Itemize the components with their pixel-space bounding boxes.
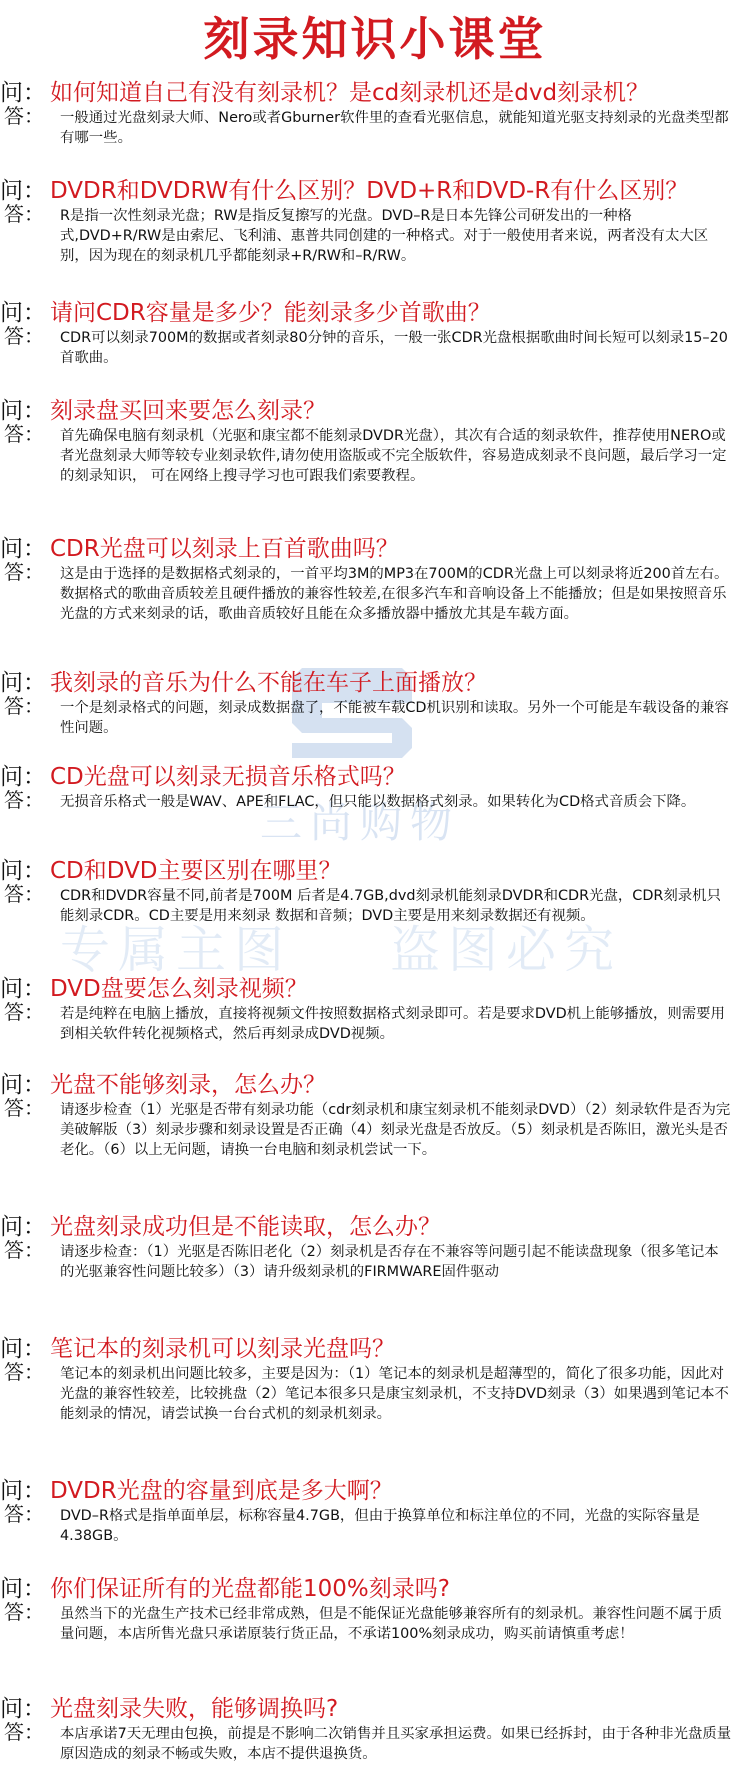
qa-item (0, 396, 750, 486)
answer-row (0, 1504, 750, 1546)
answer-marker: 答： (4, 694, 44, 718)
qa-item (0, 974, 750, 1044)
qa-item (0, 1574, 750, 1644)
question-row (0, 1476, 750, 1506)
question-marker: 问： (0, 1336, 46, 1362)
answer-marker: 答： (4, 882, 44, 906)
question-marker: 问： (0, 1072, 46, 1098)
answer-marker: 答： (4, 422, 44, 446)
answer-text: DVD–R格式是指单面单层，标称容量4.7GB，但由于换算单位和标注单位的不同，光盘的实际容量是4.38GB。 (60, 1508, 700, 1544)
question-row (0, 1334, 750, 1364)
answer-row (0, 790, 750, 812)
answer-text: R是指一次性刻录光盘；RW是指反复擦写的光盘。DVD–R是日本先锋公司研发出的一种格式,DVD+R/RW是由索尼、飞利浦、惠普共同创建的一种格式。对于一般使用者来说，两者没有太大区别，因为现在的刻录机几乎都能刻录+R/RW和–R/RW。 (60, 208, 709, 264)
qa-item (0, 1476, 750, 1546)
answer-text: CDR和DVDR容量不同,前者是700M 后者是4.7GB,dvd刻录机能刻录DVDR和CDR光盘，CDR刻录机只能刻录CDR。CD主要是用来刻录 数据和音频；DVD主要是用来刻录数据还有视频。 (60, 888, 721, 924)
qa-item (0, 176, 750, 266)
answer-marker: 答： (4, 560, 44, 584)
question-marker: 问： (0, 1696, 46, 1722)
answer-marker: 答： (4, 1502, 44, 1526)
answer-row (0, 326, 750, 368)
answer-text: 请逐步检查（1）光驱是否带有刻录功能（cdr刻录机和康宝刻录机不能刻录DVD）（2）刻录软件是否为完美破解版（3）刻录步骤和刻录设置是否正确（4）刻录光盘是否放反。（5）刻录机是否陈旧，激光头是否老化。（6）以上无问题，请换一台电脑和刻录机尝试一下。 (60, 1102, 731, 1158)
question-text: 请问CDR容量是多少？能刻录多少首歌曲？ (50, 300, 491, 326)
answer-row (0, 884, 750, 926)
question-marker: 问： (0, 178, 46, 204)
question-row (0, 1212, 750, 1242)
question-marker: 问： (0, 300, 46, 326)
qa-item (0, 762, 750, 812)
answer-row (0, 424, 750, 486)
question-text: 刻录盘买回来要怎么刻录？ (50, 398, 326, 424)
question-row (0, 762, 750, 792)
qa-item (0, 78, 750, 148)
answer-row (0, 1722, 750, 1764)
answer-marker: 答： (4, 1720, 44, 1744)
brand-watermark: 三尚购物 (259, 798, 460, 847)
question-row (0, 1574, 750, 1604)
answer-marker: 答： (4, 1238, 44, 1262)
answer-text: 一个是刻录格式的问题，刻录成数据盘了，不能被车载CD机识别和读取。另外一个可能是车载设备的兼容性问题。 (60, 700, 729, 736)
question-row (0, 396, 750, 426)
question-marker: 问： (0, 764, 46, 790)
answer-row (0, 1002, 750, 1044)
question-marker: 问： (0, 976, 46, 1002)
question-text: DVDR和DVDRW有什么区别？DVD+R和DVD-R有什么区别？ (50, 178, 689, 204)
answer-row (0, 1362, 750, 1424)
question-row (0, 856, 750, 886)
answer-marker: 答： (4, 1000, 44, 1024)
answer-text: 首先确保电脑有刻录机（光驱和康宝都不能刻录DVDR光盘），其次有合适的刻录软件，推荐使用NERO或者光盘刻录大师等较专业刻录软件,请勿使用盗版或不完全版软件，容易造成刻录不良问题，最后学习一定的刻录知识， 可在网络上搜寻学习也可跟我们索要教程。 (60, 428, 727, 484)
question-row (0, 1694, 750, 1724)
question-text: CD光盘可以刻录无损音乐格式吗？ (50, 764, 406, 790)
answer-text: 无损音乐格式一般是WAV、APE和FLAC，但只能以数据格式刻录。如果转化为CD格式音质会下降。 (60, 794, 696, 810)
answer-marker: 答： (4, 1600, 44, 1624)
answer-text: 请逐步检查：（1）光驱是否陈旧老化（2）刻录机是否存在不兼容等问题引起不能读盘现象（很多笔记本的光驱兼容性问题比较多）（3）请升级刻录机的FIRMWARE固件驱动 (60, 1244, 719, 1280)
question-row (0, 1070, 750, 1100)
qa-item (0, 534, 750, 624)
answer-text: 本店承诺7天无理由包换，前提是不影响二次销售并且买家承担运费。如果已经拆封，由于各种非光盘质量原因造成的刻录不畅或失败，本店不提供退换货。 (60, 1726, 732, 1762)
question-text: 我刻录的音乐为什么不能在车子上面播放？ (50, 670, 487, 696)
question-marker: 问： (0, 1478, 46, 1504)
question-row (0, 78, 750, 108)
question-marker: 问： (0, 670, 46, 696)
answer-text: 虽然当下的光盘生产技术已经非常成熟，但是不能保证光盘能够兼容所有的刻录机。兼容性问题不属于质量问题，本店所售光盘只承诺原装行货正品，不承诺100%刻录成功，购买前请慎重考虑！ (60, 1606, 722, 1642)
question-marker: 问： (0, 80, 46, 106)
answer-row (0, 106, 750, 148)
answer-marker: 答： (4, 104, 44, 128)
question-marker: 问： (0, 858, 46, 884)
answer-text: CDR可以刻录700M的数据或者刻录80分钟的音乐，一般一张CDR光盘根据歌曲时间长短可以刻录15–20首歌曲。 (60, 330, 728, 366)
qa-item (0, 1334, 750, 1424)
question-text: 光盘刻录失败，能够调换吗? (50, 1696, 339, 1722)
question-marker: 问： (0, 1576, 46, 1602)
answer-row (0, 204, 750, 266)
answer-text: 一般通过光盘刻录大师、Nero或者Gburner软件里的查看光驱信息，就能知道光驱支持刻录的光盘类型都有哪一些。 (60, 110, 729, 146)
answer-row (0, 562, 750, 624)
question-text: CD和DVD主要区别在哪里？ (50, 858, 342, 884)
question-row (0, 974, 750, 1004)
question-text: DVDR光盘的容量到底是多大啊？ (50, 1478, 393, 1504)
qa-item (0, 668, 750, 738)
qa-item (0, 298, 750, 368)
qa-item (0, 1212, 750, 1282)
question-row (0, 176, 750, 206)
answer-row (0, 1240, 750, 1282)
question-text: CDR光盘可以刻录上百首歌曲吗？ (50, 536, 399, 562)
answer-marker: 答： (4, 1360, 44, 1384)
question-row (0, 534, 750, 564)
exclusive-watermark: 专属主图 (60, 921, 292, 979)
answer-text: 这是由于选择的是数据格式刻录的，一首平均3M的MP3在700M的CDR光盘上可以刻录将近200首左右。数据格式的歌曲音质较差且硬件播放的兼容性较差,在很多汽车和音响设备上不能播放；但是如果按照音乐光盘的方式来刻录的话，歌曲音质较好且能在众多播放器中播放尤其是车载方面。 (60, 566, 729, 622)
question-marker: 问： (0, 1214, 46, 1240)
answer-marker: 答： (4, 324, 44, 348)
question-text: DVD盘要怎么刻录视频？ (50, 976, 308, 1002)
question-row (0, 298, 750, 328)
anti-theft-watermark: 盗图必究 (390, 921, 622, 979)
answer-marker: 答： (4, 788, 44, 812)
qa-item (0, 1070, 750, 1160)
answer-text: 笔记本的刻录机出问题比较多，主要是因为：（1）笔记本的刻录机是超薄型的，简化了很多功能，因此对光盘的兼容性较差，比较挑盘（2）笔记本很多只是康宝刻录机，不支持DVD刻录（3）如果遇到笔记本不能刻录的情况，请尝试换一台台式机的刻录机刻录。 (60, 1366, 729, 1422)
question-marker: 问： (0, 398, 46, 424)
question-text: 你们保证所有的光盘都能100%刻录吗? (50, 1576, 450, 1602)
question-row (0, 668, 750, 698)
answer-marker: 答： (4, 1096, 44, 1120)
answer-row (0, 1098, 750, 1160)
answer-row (0, 696, 750, 738)
question-marker: 问： (0, 536, 46, 562)
question-text: 笔记本的刻录机可以刻录光盘吗？ (50, 1336, 395, 1362)
qa-item (0, 1694, 750, 1764)
page-title: 刻录知识小课堂 (203, 12, 547, 66)
question-text: 如何知道自己有没有刻录机？是cd刻录机还是dvd刻录机？ (50, 80, 650, 106)
question-text: 光盘刻录成功但是不能读取，怎么办？ (50, 1214, 441, 1240)
qa-item (0, 856, 750, 926)
answer-marker: 答： (4, 202, 44, 226)
answer-text: 若是纯粹在电脑上播放，直接将视频文件按照数据格式刻录即可。若是要求DVD机上能够播放，则需要用到相关软件转化视频格式，然后再刻录成DVD视频。 (60, 1006, 725, 1042)
question-text: 光盘不能够刻录，怎么办？ (50, 1072, 326, 1098)
answer-row (0, 1602, 750, 1644)
